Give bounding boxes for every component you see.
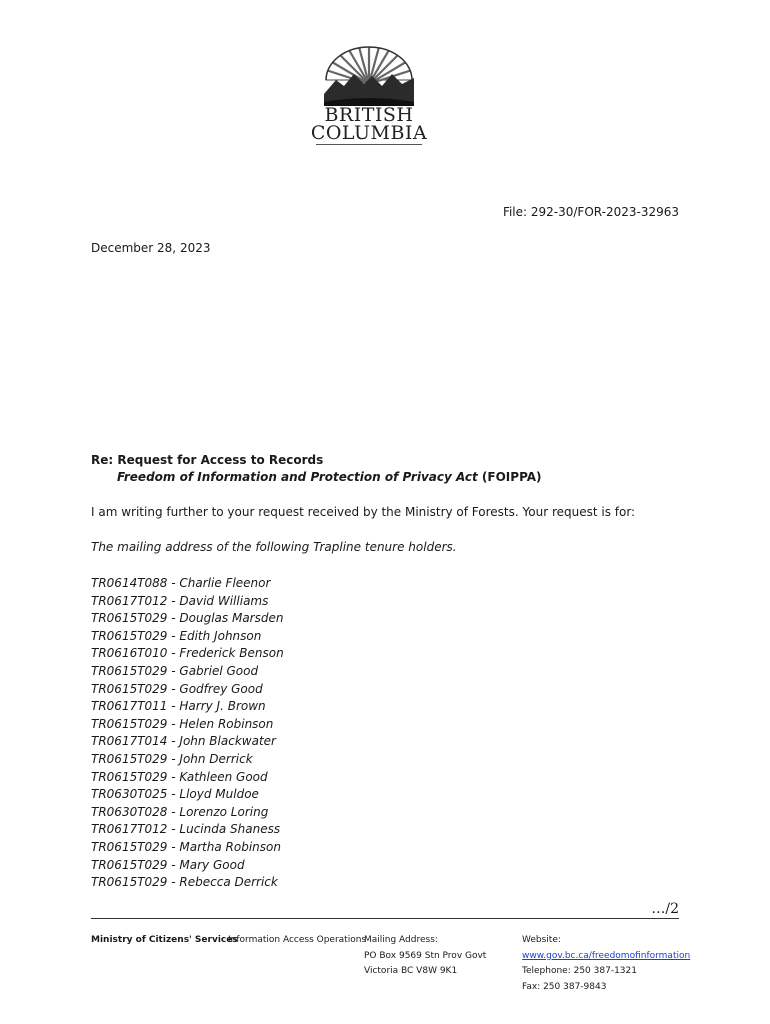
tenure-holder-item: TR0615T029 - Kathleen Good <box>91 769 268 784</box>
tenure-holder-item: TR0615T029 - Douglas Marsden <box>91 611 284 626</box>
tenure-holder-item: TR0616T010 - Frederick Benson <box>91 646 284 661</box>
mailing-line-1: PO Box 9569 Stn Prov Govt <box>364 950 487 961</box>
act-title: Freedom of Information and Protection of Privacy Act <box>117 470 478 484</box>
tenure-holder-list <box>91 575 284 892</box>
act-name <box>117 470 542 484</box>
tenure-holder-item: TR0615T029 - Godfrey Good <box>91 681 263 696</box>
mailing-line-2: Victoria BC V8W 9K1 <box>364 966 458 976</box>
fax: Fax: 250 387-9843 <box>522 981 607 992</box>
intro-paragraph: I am writing further to your request received by the Ministry of Forests. Your request is for: <box>91 505 636 519</box>
tenure-holder-item: TR0615T029 - Helen Robinson <box>91 716 274 731</box>
tenure-holder-item: TR0615T029 - Mary Good <box>91 857 245 872</box>
tenure-holder-item: TR0630T028 - Lorenzo Loring <box>91 804 269 819</box>
footer-contact <box>522 933 690 995</box>
telephone: Telephone: 250 387-1321 <box>522 966 637 976</box>
footer-branch: Information Access Operations <box>228 935 367 945</box>
page-continuation-marker: …/2 <box>651 901 679 917</box>
subject-line: Re: Request for Access to Records <box>91 453 324 467</box>
footer-ministry: Ministry of Citizens' Services <box>91 935 238 945</box>
footer-mailing-address <box>364 933 486 980</box>
request-text: The mailing address of the following Trapline tenure holders. <box>91 540 457 554</box>
tenure-holder-item: TR0615T029 - Martha Robinson <box>91 839 281 854</box>
tenure-holder-item: TR0617T014 - John Blackwater <box>91 734 276 749</box>
logo-underline <box>316 144 422 145</box>
mailing-label: Mailing Address: <box>364 935 438 945</box>
act-abbreviation: (FOIPPA) <box>477 470 542 484</box>
tenure-holder-item: TR0617T012 - David Williams <box>91 593 269 608</box>
tenure-holder-item: TR0617T012 - Lucinda Shaness <box>91 822 281 837</box>
tenure-holder-item: TR0617T011 - Harry J. Brown <box>91 699 266 714</box>
footer-divider <box>91 918 679 919</box>
letter-date: December 28, 2023 <box>91 241 211 255</box>
tenure-holder-item: TR0615T029 - Rebecca Derrick <box>91 875 278 890</box>
tenure-holder-item: TR0615T029 - John Derrick <box>91 751 253 766</box>
tenure-holder-item: TR0630T025 - Lloyd Muldoe <box>91 787 259 802</box>
bc-government-logo <box>310 44 428 148</box>
tenure-holder-item: TR0615T029 - Edith Johnson <box>91 628 262 643</box>
file-reference: File: 292-30/FOR-2023-32963 <box>502 205 679 219</box>
logo-line-british: BRITISH <box>324 104 414 126</box>
logo-line-columbia: COLUMBIA <box>310 122 428 144</box>
tenure-holder-item: TR0615T029 - Gabriel Good <box>91 663 259 678</box>
tenure-holder-item: TR0614T088 - Charlie Fleenor <box>91 576 271 590</box>
website-label: Website: <box>522 935 561 945</box>
website-link[interactable]: www.gov.bc.ca/freedomofinformation <box>522 950 691 961</box>
